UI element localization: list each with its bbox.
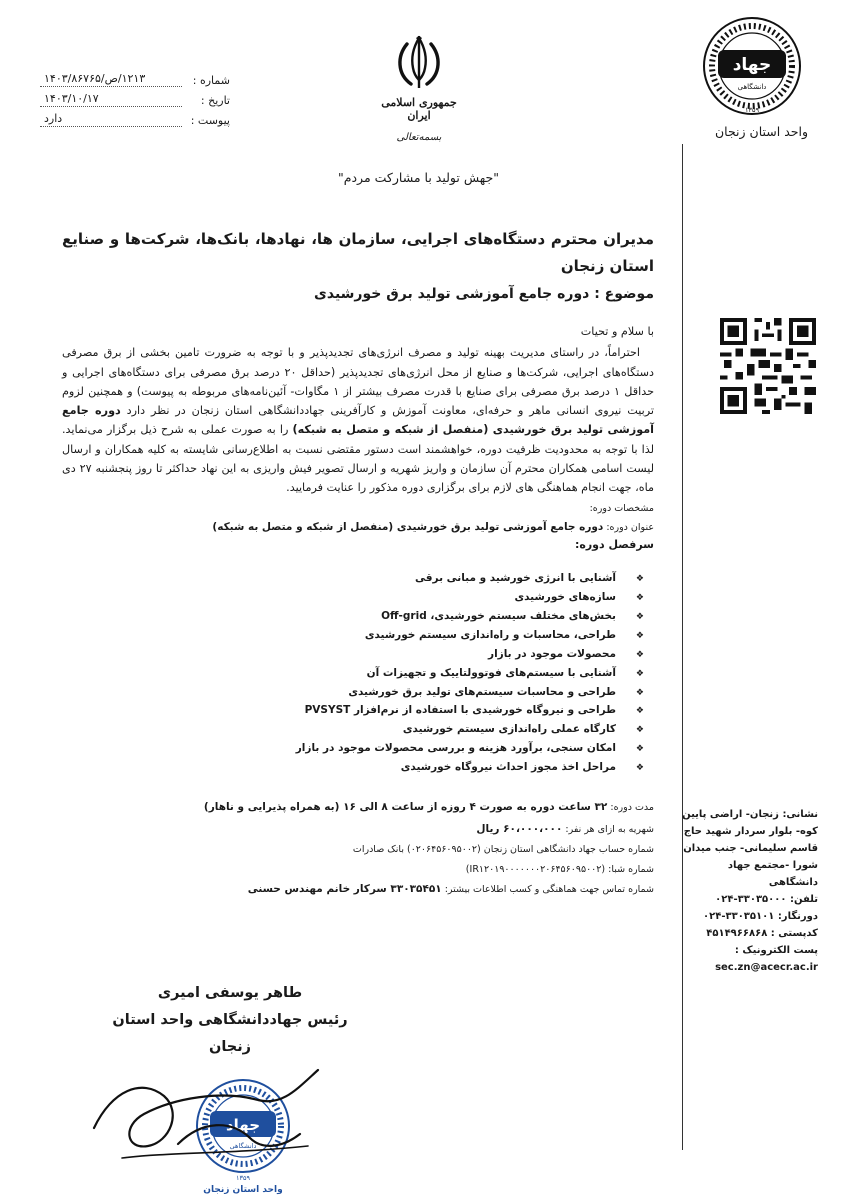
info-sheba [62,860,654,879]
syllabus-item: ❖ آشنایی با سیستم‌های فوتوولتاییک و تجهیزات آن [62,664,644,683]
syllabus-item: ❖ کارگاه عملی راه‌اندازی سیستم خورشیدی [62,720,644,739]
meta-date-label: تاریخ : [200,94,230,107]
syllabus-item: ❖ مراحل اخذ مجوز احداث نیروگاه خورشیدی [62,758,644,777]
email-link[interactable]: sec.zn@acecr.ac.ir [715,962,818,973]
syllabus-title: سرفصل دوره: [574,538,654,552]
info-duration [62,797,654,819]
info-fee-value: ۶۰،۰۰۰،۰۰۰ ریال [476,822,563,835]
info-sheba-label: شماره شبا: [608,863,654,875]
syllabus-item: ❖ طراحی و محاسبات سیستم‌های تولید برق خورشیدی [62,683,644,702]
handwritten-signature [82,1050,342,1170]
jahad-logo [696,14,808,122]
logo-sub-text: دانشگاهی [737,83,767,91]
addressee: مدیران محترم دستگاه‌های اجرایی، سازمان ها، نهادها، بانک‌ها، شرکت‌ها و صنایع استان زنجان [62,230,654,275]
fax-value: ۰۲۴-۳۳۰۳۵۱۰۱ [703,911,775,922]
address-line [682,806,818,891]
letter-meta [40,72,230,132]
meta-number-label: شماره : [192,74,230,87]
course-title: دوره جامع آموزشی تولید برق خورشیدی (منفصل از شبکه و متصل به شبکه) [212,520,604,533]
meta-number-row [40,72,230,87]
phone-value: ۰۲۴-۳۳۰۳۵۰۰۰ [715,894,787,905]
jahad-seal-icon [700,14,804,118]
iran-emblem [378,34,460,143]
fax-label: دورنگار: [777,911,818,922]
postal-value: ۴۵۱۴۹۶۶۸۶۸ [706,928,768,939]
signature-block [80,980,380,1060]
logo-brand-text: جهاد [732,55,772,75]
meta-attach-row [40,112,230,127]
meta-attach-value: دارد [40,112,182,127]
republic-text: جمهوری اسلامی ایران [381,96,457,122]
syllabus-item: ❖ سازه‌های خورشیدی [62,588,644,607]
info-account [62,840,654,859]
iran-emblem-icon [393,34,445,90]
info-duration-label: مدت دوره: [610,802,654,814]
info-sheba-value: (IR۱۲۰۱۹۰۰۰۰۰۰۰۲۰۶۴۵۶۰۹۵۰۰۲) [465,863,606,875]
syllabus-item: ❖ طراحی، محاسبات و راه‌اندازی سیستم خورشیدی [62,626,644,645]
signer-title-1: رئیس جهاددانشگاهی واحد استان [112,1011,348,1028]
body-paragraph [62,343,654,497]
meta-date-value: ۱۴۰۳/۱۰/۱۷ [40,92,182,107]
meta-number-value: ۱۲۱۳/ص/۱۴۰۳/۸۶۷۶۵ [40,72,182,87]
stamp-unit-text: واحد استان زنجان [203,1185,283,1195]
stamp-sub-text: دانشگاهی [229,1142,257,1150]
syllabus-item: ❖ طراحی و نیروگاه خورشیدی با استفاده از نرم‌افزار PVSYST [62,701,644,720]
info-contact [62,879,654,901]
info-contact-label: شماره تماس جهت هماهنگی و کسب اطلاعات بیشتر: [444,884,654,896]
info-fee [62,819,654,841]
qr-code-icon [720,318,816,414]
syllabus-item: ❖ آشنایی با انرژی خورشید و مبانی برقی [62,569,644,588]
course-title-line [62,518,654,536]
postal-label: کدپستی : [770,928,818,939]
stamp-brand-text: جهاد [225,1116,261,1134]
address-value: زنجان- اراضی پایین کوه- بلوار سردار شهید حاج قاسم سلیمانی- جنب میدان شورا -مجتمع جهاد دانشگاهی [682,809,818,888]
signer-name: طاهر یوسفی امیری [157,985,303,1001]
subject-line [62,282,654,306]
course-title-label: عنوان دوره: [606,521,654,533]
unit-name: واحد استان زنجان [714,124,808,139]
stamp-year-text: ۱۳۵۹ [236,1174,250,1182]
letter-body [62,226,654,901]
contact-info [682,806,818,976]
info-fee-label: شهریه به ازای هر نفر: [565,823,654,835]
fax-line [682,908,818,925]
phone-label: تلفن: [789,894,818,905]
greeting: با سلام و تحیات [580,325,654,339]
info-duration-value: ۳۲ ساعت دوره به صورت ۴ روزه از ساعت ۸ الی ۱۶ (به همراه پذیرایی و ناهار) [203,801,608,814]
info-account-label: شماره حساب جهاد دانشگاهی استان زنجان [483,844,654,856]
signer-title-2: زنجان [208,1038,252,1055]
specs-title: مشخصات دوره: [589,503,654,515]
subject-text: دوره جامع آموزشی تولید برق خورشیدی [314,286,590,302]
meta-attach-label: پیوست : [190,114,230,127]
course-info [62,797,654,900]
email-label: پست الکترونیک : [734,945,818,956]
phone-line [682,891,818,908]
sidebar-divider [682,144,683,1150]
basmala: بسمه‌تعالی [396,132,442,143]
syllabus-item: ❖ محصولات موجود در بازار [62,645,644,664]
body-course-name: دوره جامع آموزشی تولید برق خورشیدی (منفصل از شبکه و متصل به شبکه) [62,404,654,437]
subject-label: موضوع : [594,286,654,302]
body-text-2: را به صورت عملی به شرح ذیل برگزار می‌نماید. لذا با توجه به محدودیت ظرفیت دوره، خواهشمند است دستور مقتضی نسبت به اطلاع‌رسانی شایسته به کلیه همکاران و ارسال لیست اسامی همکاران محترم آن سازمان و واریز شهریه و ارسال تصویر فیش واریزی به این نهاد حداکثر تا روز پنجشنبه ۲۷ دی ماه، جهت انجام هماهنگی های لازم برای برگزاری دوره مذکور را عنایت فرمایید. [62,423,655,495]
info-contact-value: ۳۳۰۳۵۴۵۱ سرکار خانم مهندس حسنی [247,883,442,896]
address-label: نشانی: [782,809,818,820]
slogan: "جهش تولید با مشارکت مردم" [338,170,499,185]
syllabus-item: ❖ بخش‌های مختلف سیستم خورشیدی، Off-grid [62,607,644,626]
body-text-1: احتراماً، در راستای مدیریت بهینه تولید و مصرف انرژی‌های تجدیدپذیر و با توجه به ضرورت تامین بخشی از برق مصرفی دستگاه‌های اجرایی، شرکت‌ها و صنایع از محل انرژی‌های تجدیدپذیر (حداقل ۲۰ درصد برق مصرفی برای دستگاه‌های اجرایی و حداقل ۱ درصد برق مصرفی برای صنایع با قدرت مصرف بیشتر از ۱ مگاوات- آئین‌نامه‌های مربوطه به پیوست) و همچنین لزوم تربیت نیروی انسانی ماهر و حرفه‌ای، معاونت آموزش و کارآفرینی جهاددانشگاهی استان زنجان در نظر دارد [62,346,654,418]
logo-year-text: ۱۳۵۹ [745,106,759,114]
postal-line [682,925,818,942]
info-account-value: (۰۲۰۶۴۵۶۰۹۵۰۰۲) بانک صادرات [352,844,481,856]
syllabus-item: ❖ امکان سنجی، برآورد هزینه و بررسی محصولات موجود در بازار [62,739,644,758]
meta-date-row [40,92,230,107]
syllabus-list [62,569,654,777]
